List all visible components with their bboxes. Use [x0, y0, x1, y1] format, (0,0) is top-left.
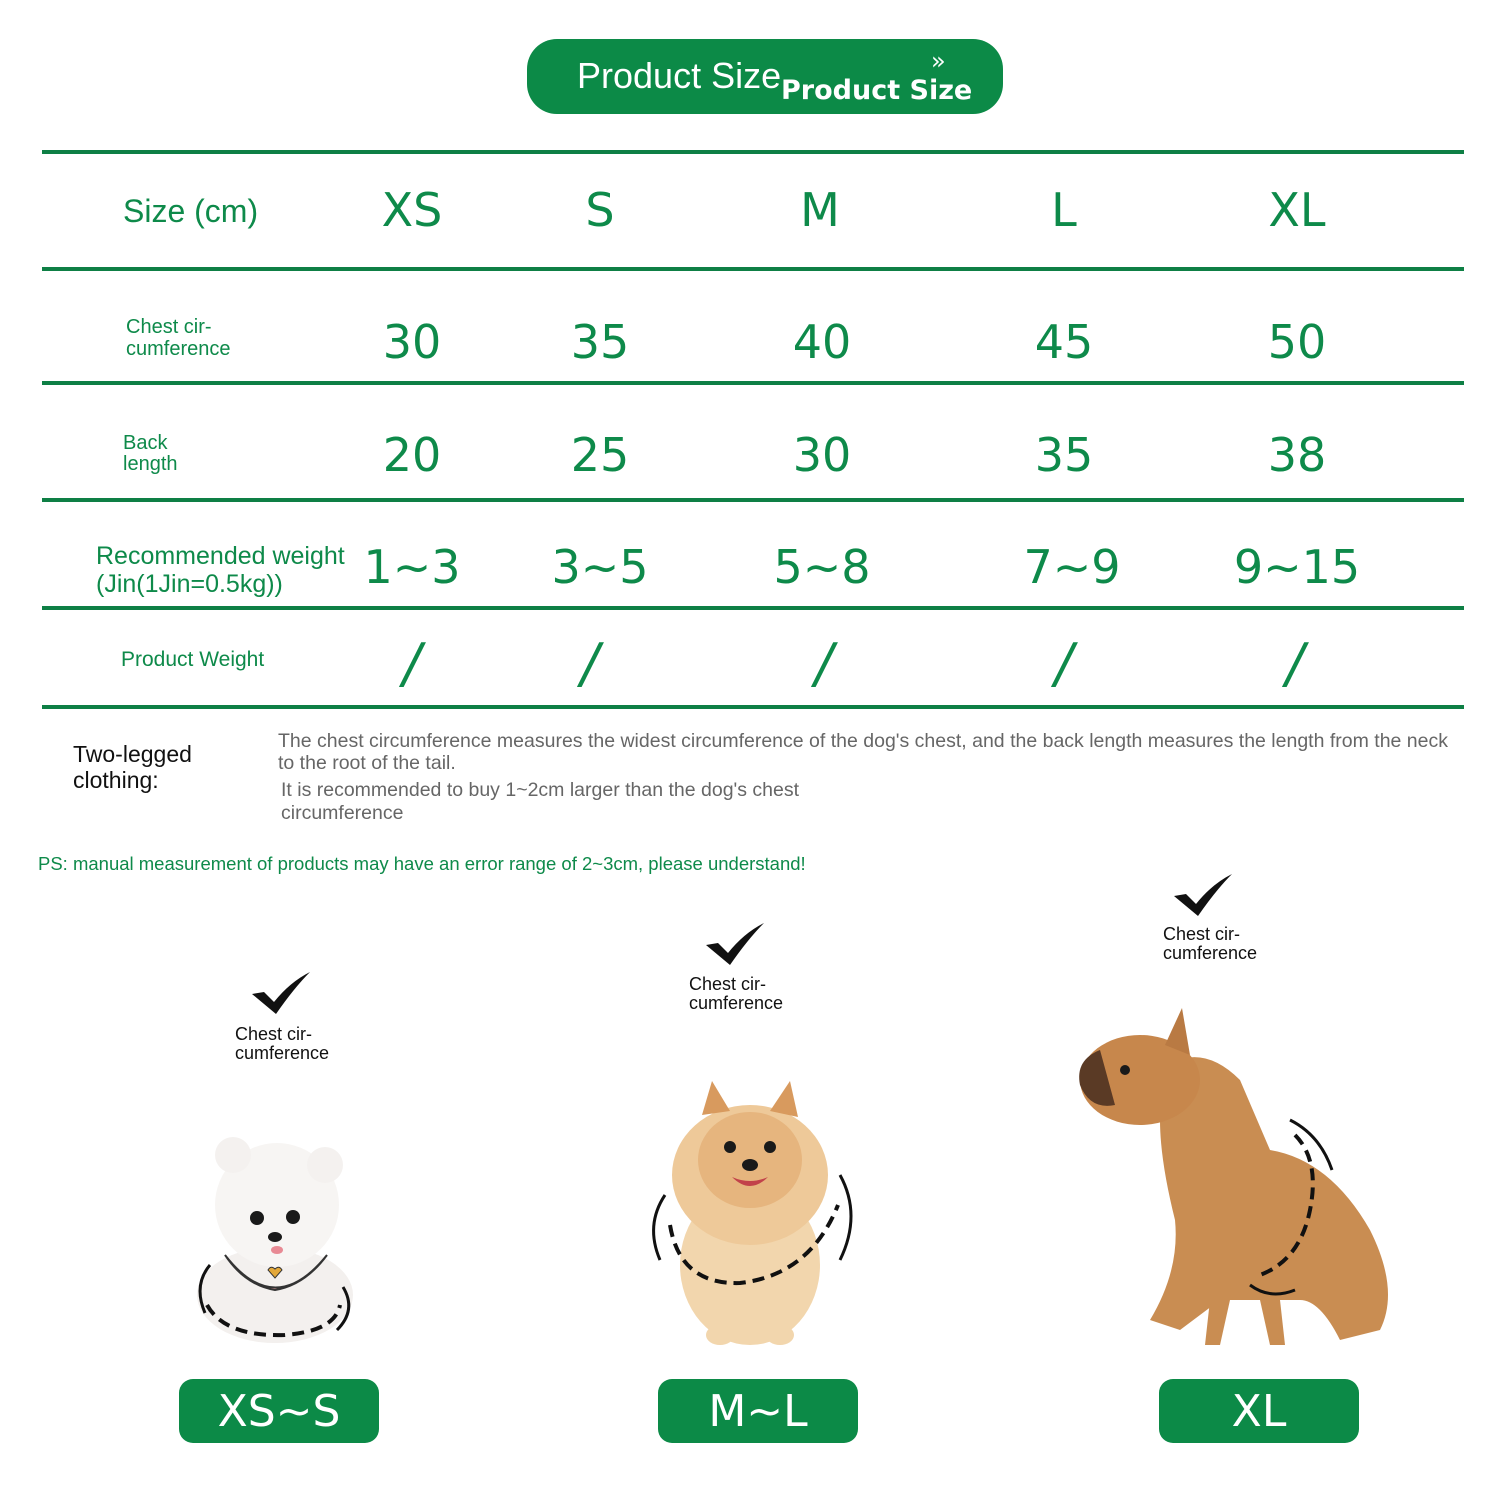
- table-divider: [42, 606, 1464, 610]
- back-xl-value: 38: [1267, 428, 1327, 482]
- back-l-value: 35: [1034, 428, 1094, 482]
- chest-caption-line1: Chest cir-: [689, 974, 767, 994]
- weight-xs-value: 1~3: [363, 540, 461, 594]
- size-badge-m-l: M~L: [658, 1379, 858, 1443]
- table-divider: [42, 381, 1464, 385]
- chest-caption-line1: Chest cir-: [1163, 924, 1241, 944]
- chest-caption-line2: cumference: [689, 993, 784, 1013]
- chest-caption-m-l: [689, 975, 819, 1013]
- chest-xl-value: 50: [1267, 315, 1327, 369]
- weight-l-value: 7~9: [1023, 540, 1121, 594]
- size-badge-xs-s: XS~S: [179, 1379, 379, 1443]
- ps-note: PS: manual measurement of products may have an error range of 2~3cm, please understand!: [38, 853, 806, 874]
- chest-row-label: [126, 316, 231, 360]
- size-badge-xl: XL: [1159, 1379, 1359, 1443]
- table-divider: [42, 267, 1464, 271]
- chest-caption-xl: [1163, 925, 1293, 963]
- back-s-value: 25: [570, 428, 630, 482]
- title-banner: [527, 39, 1003, 114]
- weight-xl-value: 9~15: [1233, 540, 1361, 594]
- size-s-header: S: [585, 183, 615, 237]
- size-header-label: Size (cm): [123, 193, 259, 229]
- size-xl-header: XL: [1268, 183, 1326, 237]
- recommendation-note: It is recommended to buy 1~2cm larger than the dog's chest circumference: [281, 779, 800, 824]
- title-main: Product Size: [577, 55, 782, 96]
- chest-caption-line2: cumference: [235, 1043, 330, 1063]
- checkmark-icon: [250, 970, 312, 1018]
- chest-label-line1: Chest cir-: [126, 316, 212, 338]
- back-xs-value: 20: [382, 428, 442, 482]
- table-divider: [42, 150, 1464, 154]
- product-weight-l-value: /: [1054, 632, 1074, 695]
- double-chevron-right-icon: »: [931, 47, 946, 75]
- chest-s-value: 35: [570, 315, 630, 369]
- size-xs-header: XS: [381, 183, 443, 237]
- product-weight-xl-value: /: [1285, 632, 1305, 695]
- weight-label-line1: Recommended weight: [96, 542, 345, 570]
- chest-caption-xs-s: [235, 1025, 365, 1063]
- chest-m-value: 40: [792, 315, 852, 369]
- weight-m-value: 5~8: [773, 540, 871, 594]
- back-m-value: 30: [792, 428, 852, 482]
- chest-l-value: 45: [1034, 315, 1094, 369]
- title-sub: Product Size: [781, 75, 973, 106]
- chest-caption-line1: Chest cir-: [235, 1024, 313, 1044]
- size-m-header: M: [800, 183, 840, 237]
- measurement-note: The chest circumference measures the widest circumference of the dog's chest, and the back length measures the length from the neck to the root of the tail.: [278, 730, 1448, 774]
- table-divider: [42, 498, 1464, 502]
- french-bulldog-image: [1070, 1000, 1400, 1360]
- checkmark-icon: [1172, 872, 1234, 920]
- back-label-line1: Back: [123, 432, 168, 454]
- notes-label: Two-legged clothing:: [73, 741, 192, 793]
- weight-label-line2: (Jin(1Jin=0.5kg)): [96, 570, 283, 598]
- chest-caption-line2: cumference: [1163, 943, 1258, 963]
- size-l-header: L: [1051, 183, 1077, 237]
- chest-label-line2: cumference: [126, 338, 231, 360]
- chest-xs-value: 30: [382, 315, 442, 369]
- orange-pomeranian-image: [640, 1075, 870, 1355]
- product-weight-s-value: /: [580, 632, 600, 695]
- product-weight-xs-value: /: [402, 632, 422, 695]
- product-weight-m-value: /: [814, 632, 834, 695]
- back-label-line2: length: [123, 453, 178, 475]
- back-row-label: [123, 433, 178, 475]
- weight-s-value: 3~5: [551, 540, 649, 594]
- product-weight-label: Product Weight: [121, 648, 265, 671]
- checkmark-icon: [704, 921, 766, 969]
- white-pomeranian-image: [185, 1125, 365, 1350]
- table-divider: [42, 705, 1464, 709]
